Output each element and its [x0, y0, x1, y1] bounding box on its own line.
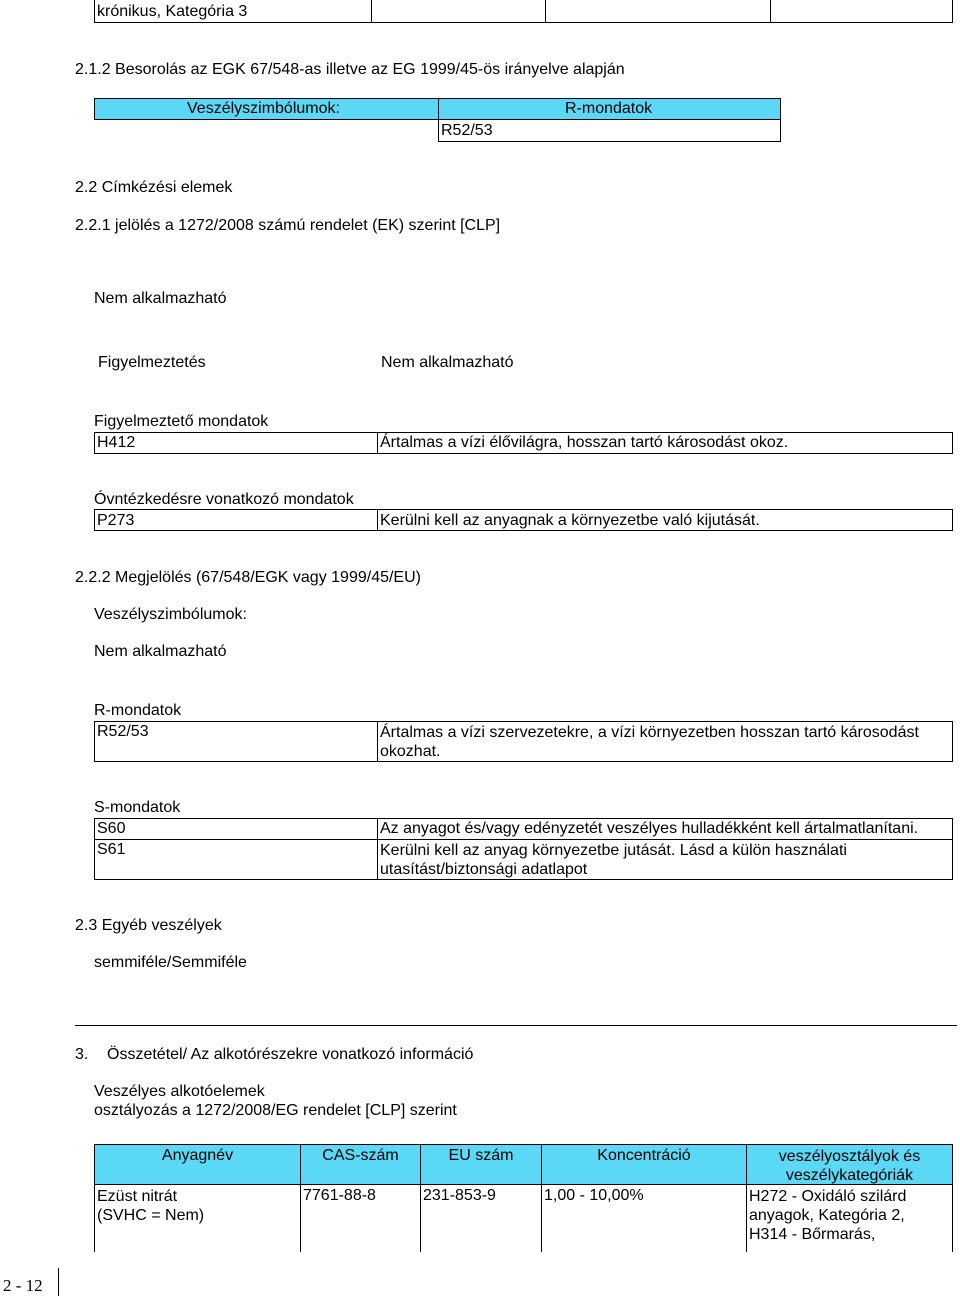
divider [94, 1144, 953, 1145]
divider [952, 0, 953, 22]
col-header-conc: Koncentráció [597, 1147, 691, 1164]
precaution-code: P273 [97, 512, 135, 529]
cell-eu: 231-853-9 [423, 1187, 496, 1204]
divider [94, 22, 953, 23]
s2-code: S61 [97, 841, 126, 858]
col-header-hazard: veszélyosztályok és veszélykategóriák [778, 1148, 921, 1184]
cell-cas: 7761-88-8 [303, 1187, 376, 1204]
hazard-code: H412 [97, 434, 136, 451]
signal-word-label: Figyelmeztetés [98, 354, 206, 371]
signal-word-value: Nem alkalmazható [381, 354, 514, 371]
r-value: R52/53 [441, 122, 493, 139]
hazard-statements-label: Figyelmeztető mondatok [94, 413, 269, 430]
s1-code: S60 [97, 820, 126, 837]
r-text: Ártalmas a vízi szervezetekre, a vízi környezetben hosszan tartó károsodást okozhat. [380, 724, 919, 760]
col-header-name: Anyagnév [161, 1147, 234, 1164]
section-2-3-title: 2.3 Egyéb veszélyek [75, 917, 222, 934]
col-header-eu: EU szám [448, 1147, 514, 1164]
r-code: R52/53 [97, 723, 149, 740]
hazard-code-cell [94, 432, 378, 454]
cell-conc: 1,00 - 10,00% [544, 1187, 644, 1204]
s1-text: Az anyagot és/vagy edényzetét veszélyes hulladékként kell ártalmatlanítani. [380, 820, 919, 837]
page-number: 2 - 12 [3, 1276, 43, 1295]
footer-divider [58, 1268, 59, 1296]
section-3-sub2: osztályozás a 1272/2008/EG rendelet [CLP] szerint [94, 1102, 457, 1119]
precautionary-label: Óvntézkedésre vonatkozó mondatok [94, 491, 354, 508]
precaution-text: Kerülni kell az anyagnak a környezetbe való kijutását. [380, 512, 760, 529]
other-hazards-value: semmiféle/Semmiféle [94, 954, 247, 971]
precaution-code-cell [94, 509, 378, 531]
symbols-label: Veszélyszimbólumok: [94, 606, 247, 623]
section-divider [75, 1025, 957, 1026]
section-3-title: Összetétel/ Az alkotórészekre vonatkozó információ [107, 1046, 474, 1063]
top-row-text: krónikus, Kategória 3 [97, 3, 248, 20]
divider [770, 0, 771, 22]
hazard-text: Ártalmas a vízi élővilágra, hosszan tartó károsodást okoz. [380, 434, 789, 451]
section-3-sub1: Veszélyes alkotóelemek [94, 1083, 265, 1100]
s-phrases-label: S-mondatok [94, 799, 181, 816]
divider [545, 0, 546, 22]
symbols-header: Veszélyszimbólumok: [187, 100, 340, 117]
section-2-2-title: 2.2 Címkézési elemek [75, 179, 233, 196]
section-3-number: 3. [75, 1046, 89, 1063]
s2-text: Kerülni kell az anyag környezetbe jutását. Lásd a külön használati utasítást/biztonsági adatlapot [380, 842, 847, 878]
col-header-cas: CAS-szám [322, 1147, 399, 1164]
divider [94, 0, 95, 22]
s2-code-cell [94, 839, 378, 880]
not-applicable-text: Nem alkalmazható [94, 290, 227, 307]
section-2-1-2-title: 2.1.2 Besorolás az EGK 67/548-as illetve az EG 1999/45-ös irányelve alapján [75, 61, 625, 78]
s1-code-cell [94, 818, 378, 840]
r-phrases-label: R-mondatok [94, 702, 182, 719]
divider [952, 1144, 953, 1252]
cell-hazard: H272 - Oxidáló szilárd anyagok, Kategória 2, H314 - Bőrmarás, [749, 1188, 907, 1243]
section-2-2-1-title: 2.2.1 jelölés a 1272/2008 számú rendelet (EK) szerint [CLP] [75, 217, 501, 234]
r-header: R-mondatok [565, 100, 653, 117]
cell-name: Ezüst nitrát (SVHC = Nem) [97, 1188, 205, 1224]
section-2-2-2-title: 2.2.2 Megjelölés (67/548/EGK vagy 1999/45/EU) [75, 569, 421, 586]
divider [371, 0, 372, 22]
symbols-value: Nem alkalmazható [94, 643, 227, 660]
